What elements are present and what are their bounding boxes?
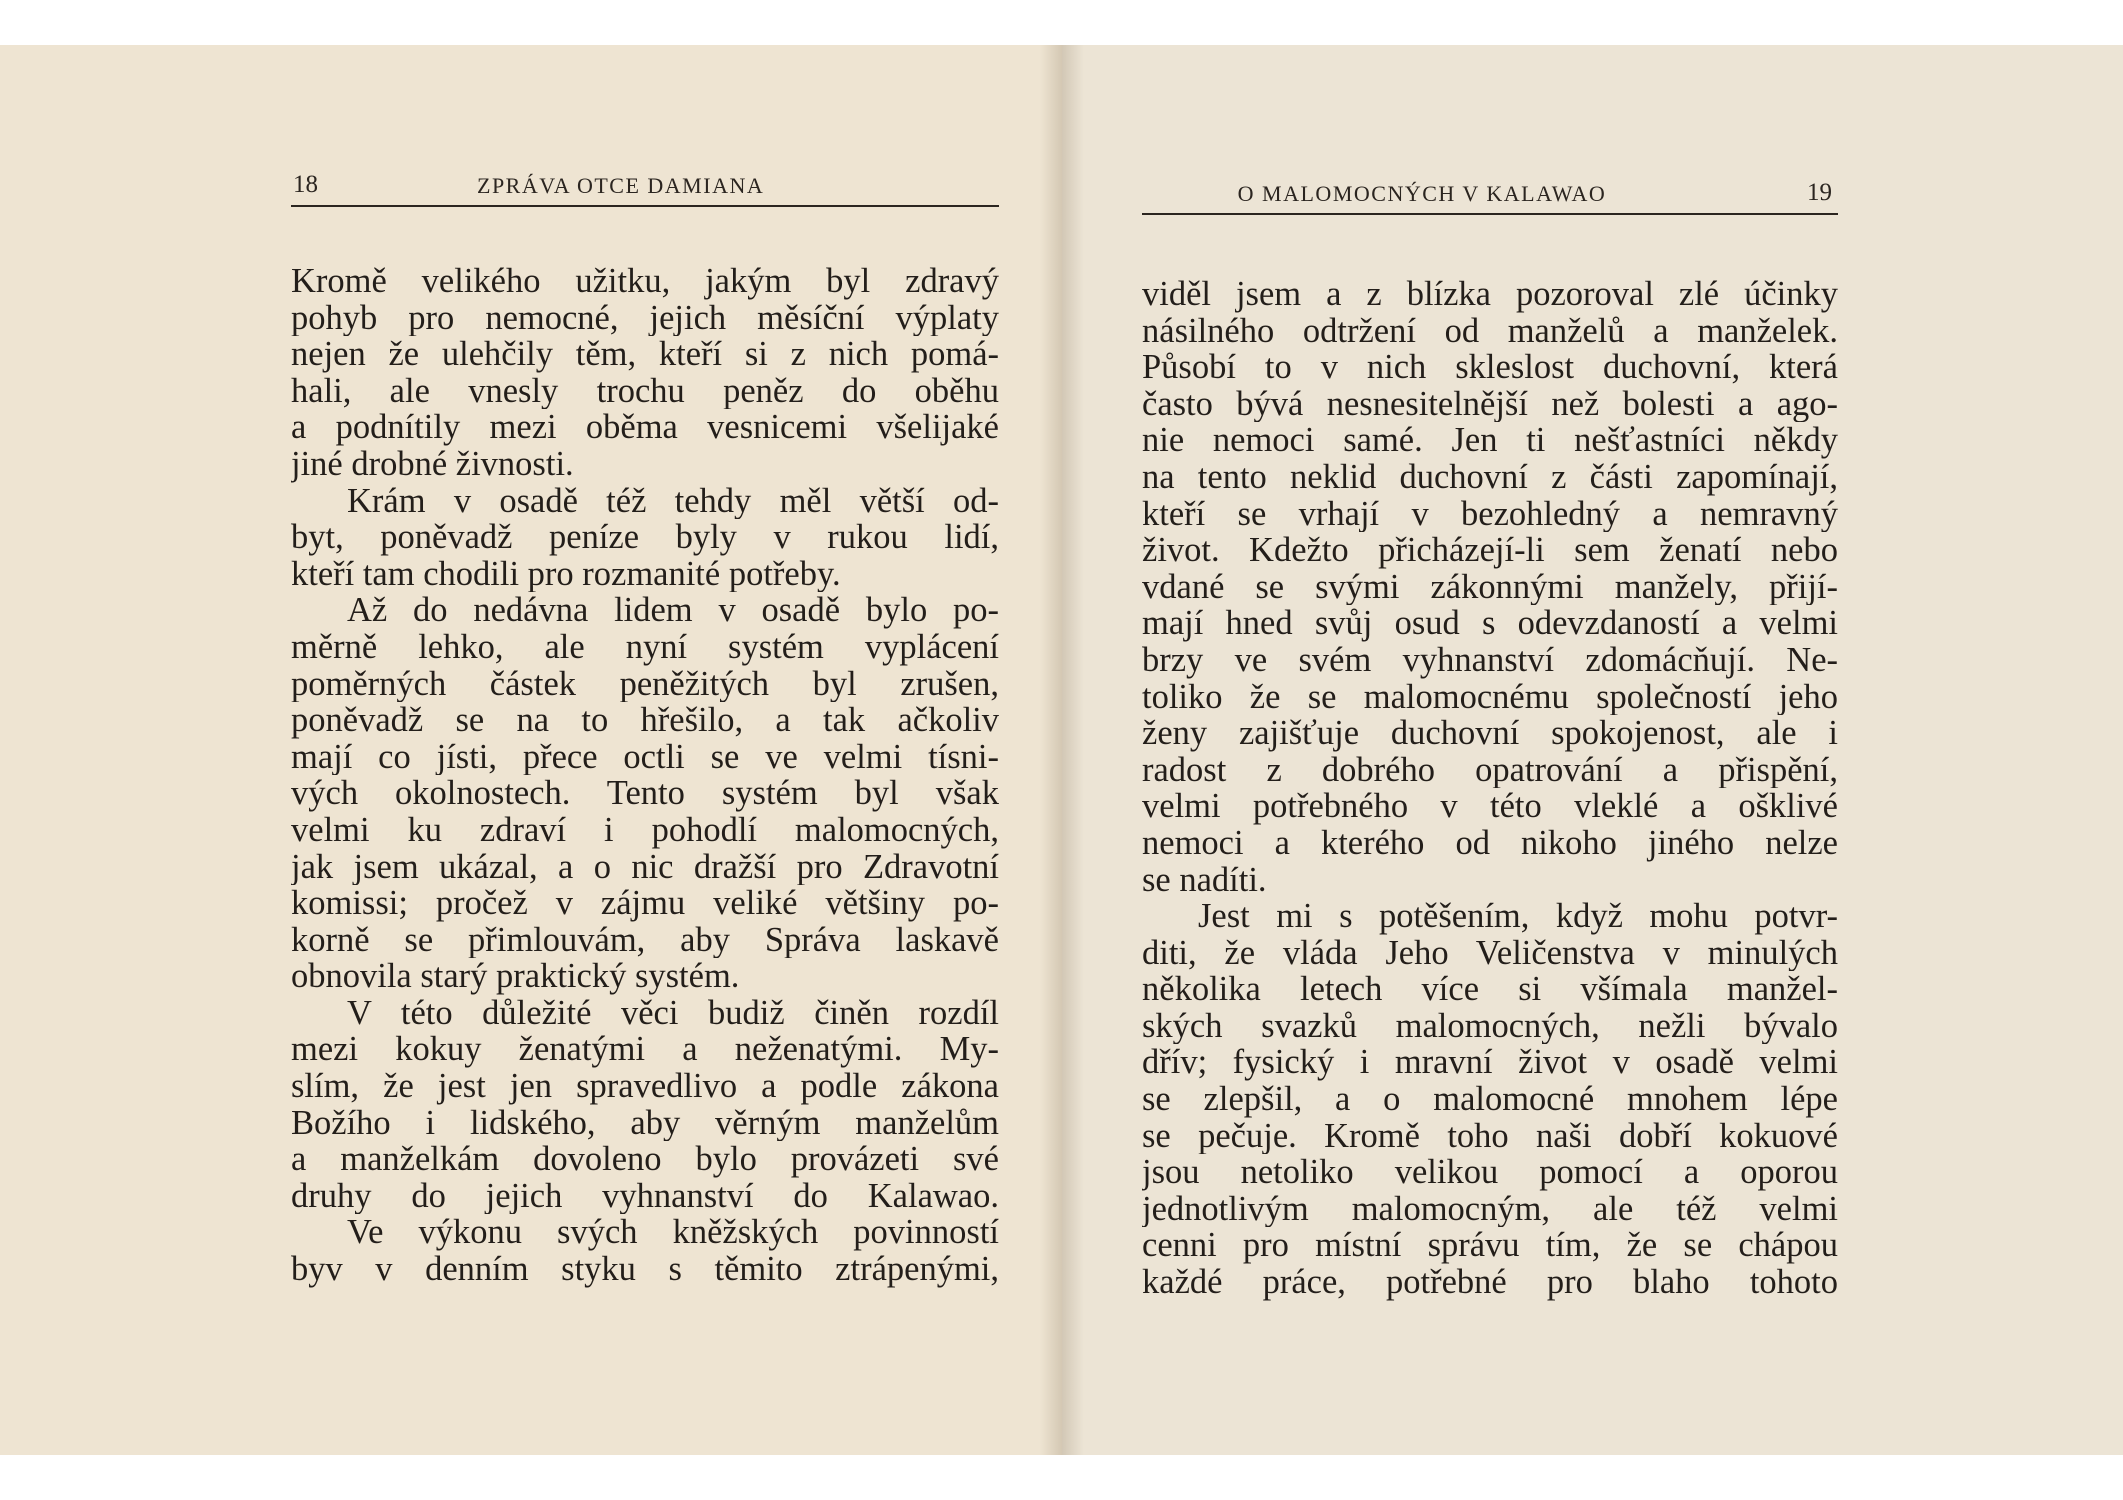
text-line: cenni pro místní správu tím, že se chápou xyxy=(1142,1227,1838,1265)
left-page-number: 18 xyxy=(293,171,318,198)
text-line: se pečuje. Kromě toho naši dobří kokuové xyxy=(1142,1117,1838,1155)
text-line: na tento neklid duchovní z části zapomínají, xyxy=(1142,458,1838,496)
text-line: druhy do jejich vyhnanství do Kalawao. xyxy=(291,1177,999,1215)
text-line: obnovila starý praktický systém. xyxy=(291,958,740,995)
book-spread xyxy=(0,45,2123,1455)
text-line: dřív; fysický i mravní život v osadě velmi xyxy=(1142,1044,1838,1082)
text-line: poměrných částek peněžitých byl zrušen, xyxy=(291,665,999,703)
text-line: kteří se vrhají v bezohledný a nemravný xyxy=(1142,495,1838,533)
text-line: nejen že ulehčily těm, kteří si z nich pomá- xyxy=(291,336,999,373)
text-line: vdané se svými zákonnými manžely, přijí- xyxy=(1142,568,1838,606)
text-line: se nadíti. xyxy=(1142,861,1267,899)
text-line: život. Kdežto přicházejí-li sem ženatí nebo xyxy=(1142,532,1838,569)
text-line: byt, poněvadž peníze byly v rukou lidí, xyxy=(291,519,999,556)
text-line: vých okolnostech. Tento systém byl však xyxy=(291,775,999,812)
text-line: komissi; pročež v zájmu veliké většiny po- xyxy=(291,885,999,922)
text-line: mezi kokuy ženatými a neženatými. My- xyxy=(291,1031,999,1069)
text-line: jednotlivým malomocným, ale též velmi xyxy=(1142,1190,1838,1228)
text-line: korně se přimlouvám, aby Správa laskavě xyxy=(291,921,999,959)
text-line: mají co jísti, přece octli se ve velmi tísni- xyxy=(291,738,999,776)
text-line: jak jsem ukázal, a o nic dražší pro Zdravotní xyxy=(291,848,999,886)
text-line: toliko že se malomocnému společností jeho xyxy=(1142,678,1838,716)
text-line: nemoci a kterého od nikoho jiného nelze xyxy=(1142,824,1838,862)
text-line: Jest mi s potěšením, když mohu potvr- xyxy=(1198,898,1838,935)
text-line: velmi potřebného v této vleklé a ošklivé xyxy=(1142,788,1838,825)
text-line: Ve výkonu svých kněžských povinností xyxy=(347,1214,999,1252)
text-line: násilného odtržení od manželů a manželek. xyxy=(1142,312,1838,350)
left-body-text xyxy=(291,263,999,1288)
text-line: Kromě velikého užitku, jakým byl zdravý xyxy=(291,263,999,300)
text-line: poněvadž se na to hřešilo, a tak ačkoliv xyxy=(291,702,999,739)
text-line: Božího i lidského, aby věrným manželům xyxy=(291,1104,999,1142)
text-line: několika letech více si všímala manžel- xyxy=(1142,971,1838,1008)
text-line: měrně lehko, ale nyní systém vyplácení xyxy=(291,628,999,666)
text-line: ských svazků malomocných, nežli bývalo xyxy=(1142,1007,1838,1045)
text-line: hali, ale vnesly trochu peněz do oběhu xyxy=(291,372,999,410)
left-running-head: ZPRÁVA OTCE DAMIANA xyxy=(477,173,765,198)
text-line: Působí to v nich skleslost duchovní, která xyxy=(1142,349,1838,386)
right-page xyxy=(1062,45,2123,1455)
text-line: slím, že jest jen spravedlivo a podle zákona xyxy=(291,1068,999,1105)
text-line: se zlepšil, a o malomocné mnohem lépe xyxy=(1142,1081,1838,1118)
text-line: ženy zajišťuje duchovní spokojenost, ale i xyxy=(1142,715,1838,752)
text-line: byv v denním styku s těmito ztrápenými, xyxy=(291,1251,999,1288)
book-gutter xyxy=(1040,45,1084,1455)
left-running-header xyxy=(291,165,999,207)
right-page-number: 19 xyxy=(1807,179,1832,206)
text-line: viděl jsem a z blízka pozoroval zlé účinky xyxy=(1142,276,1838,313)
text-line: Krám v osadě též tehdy měl větší od- xyxy=(347,482,999,520)
right-running-header xyxy=(1142,173,1838,215)
text-line: často bývá nesnesitelnější než bolesti a ago- xyxy=(1142,385,1838,423)
text-line: kteří tam chodili pro rozmanité potřeby. xyxy=(291,555,841,593)
text-line: a manželkám dovoleno bylo provázeti své xyxy=(291,1141,999,1178)
text-line: velmi ku zdraví i pohodlí malomocných, xyxy=(291,811,999,849)
text-line: mají hned svůj osud s odevzdaností a velmi xyxy=(1142,605,1838,642)
text-line: V této důležité věci budiž činěn rozdíl xyxy=(347,994,999,1032)
text-line: jiné drobné živnosti. xyxy=(291,445,574,483)
right-running-head: O MALOMOCNÝCH V KALAWAO xyxy=(1237,181,1607,206)
text-line: nie nemoci samé. Jen ti nešťastníci někdy xyxy=(1142,422,1838,459)
text-line: pohyb pro nemocné, jejich měsíční výplaty xyxy=(291,299,999,337)
text-line: radost z dobrého opatrování a přispění, xyxy=(1142,751,1838,789)
left-page xyxy=(0,45,1062,1455)
text-line: jsou netoliko velikou pomocí a oporou xyxy=(1142,1154,1838,1191)
text-line: diti, že vláda Jeho Veličenstva v minulých xyxy=(1142,934,1838,972)
text-line: brzy ve svém vyhnanství zdomácňují. Ne- xyxy=(1142,641,1838,679)
text-line: a podnítily mezi oběma vesnicemi všelijaké xyxy=(291,409,999,446)
text-line: každé práce, potřebné pro blaho tohoto xyxy=(1142,1264,1838,1301)
right-body-text xyxy=(1142,276,1838,1301)
text-line: Až do nedávna lidem v osadě bylo po- xyxy=(347,592,999,629)
